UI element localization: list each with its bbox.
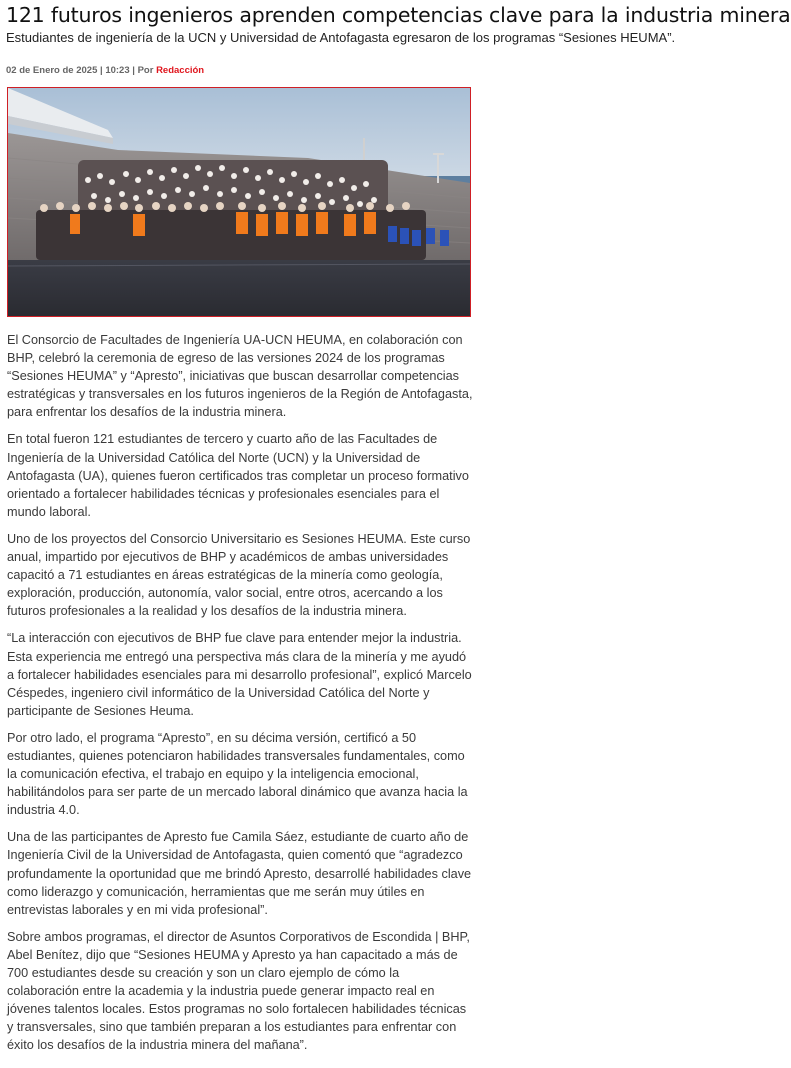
article-paragraph: “La interacción con ejecutivos de BHP fue clave para entender mejor la industria. Esta experiencia me entregó una perspectiva más clara de la minería y me ayudó a fortalecer habilidades esenciales para mi desarrollo profesional”, explicó Marcelo Céspedes, ingeniero civil informático de la Universidad Católica del Norte y participante de Sesiones Heuma.	[7, 631, 472, 718]
article-paragraph: El Consorcio de Facultades de Ingeniería UA-UCN HEUMA, en colaboración con BHP, celebró la ceremonia de egreso de las versiones 2024 de los programas “Sesiones HEUMA” y “Apresto”, iniciativas que buscan desarrollar competencias estratégicas y transversales en los futuros ingenieros de la Región de Antofagasta, para enfrentar los desafíos de la industria minera.	[7, 333, 473, 420]
meta-separator: |	[100, 65, 103, 76]
article-paragraph: Uno de los proyectos del Consorcio Universitario es Sesiones HEUMA. Este curso anual, impartido por ejecutivos de BHP y académicos de ambas universidades capacitó a 71 estudiantes en áreas estratégicas de la minería como geología, exploración, producción, autonomía, valor social, entre otros, acercando a los futuros profesionales a la realidad y los desafíos de la industria minera.	[7, 531, 471, 619]
article-paragraph: Por otro lado, el programa “Apresto”, en su décima versión, certificó a 50 estudiantes, quienes potenciaron habilidades transversales fundamentales, como la comunicación efectiva, el trabajo en equipo y la inteligencia emocional, habilitándolos para ser parte de un mercado laboral dinámico que avanza hacia la industria 4.0.	[7, 730, 468, 818]
article-meta	[6, 64, 204, 78]
article-date: 02 de Enero de 2025	[6, 65, 98, 76]
meta-separator: |	[132, 65, 135, 76]
article-paragraph: Sobre ambos programas, el director de Asuntos Corporativos de Escondida | BHP, Abel Benítez, dijo que “Sesiones HEUMA y Apresto ya han capacitado a más de 700 estudiantes desde su creación y son un claro ejemplo de cómo la colaboración entre la academia y la industria puede generar impacto real en jóvenes talentos locales. Estos programas no solo fortalecen habilidades técnicas y transversales, sino que también preparan a los estudiantes para enfrentar con éxito los desafíos de la industria minera del mañana”.	[7, 929, 470, 1053]
article-subtitle: Estudiantes de ingeniería de la UCN y Universidad de Antofagasta egresaron de los programas “Sesiones HEUMA”.	[6, 30, 676, 45]
article-paragraph: Una de las participantes de Apresto fue Camila Sáez, estudiante de cuarto año de Ingeniería Civil de la Universidad de Antofagasta, quien comentó que “agradezco profundamente la oportunidad que me brindó Apresto, desarrollé habilidades clave como liderazgo y comunicación, herramientas que me serán muy útiles en entrevistas laborales y en mi vida profesional”.	[7, 830, 472, 917]
article-time: 10:23	[105, 65, 130, 76]
by-label: Por	[137, 65, 154, 76]
article-title: 121 futuros ingenieros aprenden competencias clave para la industria minera	[6, 3, 791, 27]
article-photo	[7, 87, 471, 317]
article-body	[7, 331, 473, 1063]
article-paragraph: En total fueron 121 estudiantes de tercero y cuarto año de las Facultades de Ingeniería de la Universidad Católica del Norte (UCN) y la Universidad de Antofagasta (UA), quienes fueron certificados tras completar un proceso formativo orientado a fortalecer habilidades técnicas y profesionales esenciales para el mundo laboral.	[7, 432, 469, 519]
author-link[interactable]: Redacción	[156, 65, 205, 76]
group-photo-graphic	[8, 88, 470, 316]
